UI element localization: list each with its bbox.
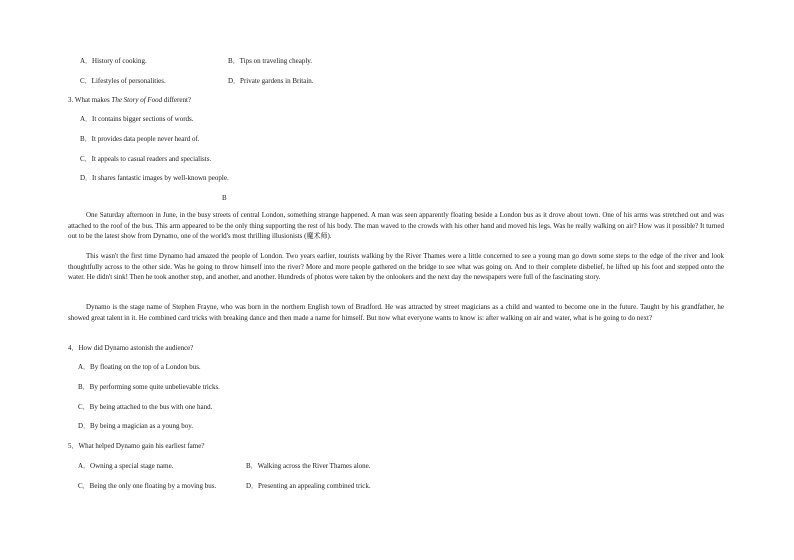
q3-option-b: B．It provides data people never heard of. bbox=[80, 135, 200, 143]
q3-option-c: C．It appeals to casual readers and specialists. bbox=[80, 155, 212, 163]
q2-option-d: D．Private gardens in Britain. bbox=[228, 77, 314, 85]
q5-option-c: C．Being the only one floating by a moving bus. bbox=[78, 482, 217, 490]
passage-paragraph-2: This wasn't the first time Dynamo had amazed the people of London. Two years earlier, tourists walking by the River Thames were a little concerned to see a young man go down some steps to the edge of the river and look thoughtfully across to the other side. Was he going to throw himself into the river? More and more people gathered on the bridge to see what was going on. And to their complete disbelief, he lifted up his foot and stepped onto the water. He didn't sink! Then he took another step, and another, and another. Hundreds of photos were taken by the onlookers and the next day the newspapers were full of the fascinating story. bbox=[68, 252, 724, 281]
passage-paragraph-1: One Saturday afternoon in June, in the busy streets of central London, something strange happened. A man was seen apparently floating beside a London bus as it drove about town. One of his arms was stretched out and was attached to the roof of the bus. This arm appeared to be the only thing supporting the rest of his body. The man waved to the crowds with his other hand and moved his legs. Was he really walking on air? How was it possible? It turned out to be the latest show from Dynamo, one of the world's most thrilling illusionists (魔术师). bbox=[68, 211, 724, 240]
q4-stem: 4．How did Dynamo astonish the audience? bbox=[68, 344, 194, 352]
q3-option-a: A．It contains bigger sections of words. bbox=[80, 115, 194, 123]
q3-stem-suffix: different? bbox=[162, 96, 191, 104]
q5-option-a: A．Owning a special stage name. bbox=[78, 462, 174, 470]
q2-option-a: A．History of cooking. bbox=[80, 57, 147, 65]
q4-option-a: A．By floating on the top of a London bus. bbox=[78, 363, 201, 371]
q4-option-d: D．By being a magician as a young boy. bbox=[78, 422, 194, 430]
q5-option-d: D．Presenting an appealing combined trick. bbox=[246, 482, 371, 490]
q5-option-b: B．Walking across the River Thames alone. bbox=[246, 462, 371, 470]
q2-option-b: B．Tips on traveling cheaply. bbox=[228, 57, 313, 65]
q4-option-c: C．By being attached to the bus with one hand. bbox=[78, 403, 213, 411]
q3-stem bbox=[68, 95, 191, 106]
q3-stem-title: The Story of Food bbox=[111, 96, 163, 104]
passage-paragraph-3: Dynamo is the stage name of Stephen Frayne, who was born in the northern English town of Bradford. He was attracted by street magicians as a child and wanted to become one in the future. Taught by his grandfather, he showed great talent in it. He combined card tricks with breaking dance and then made a name for himself. But now what everyone wants to know is: after walking on air and water, what is he going to do next? bbox=[68, 303, 724, 322]
q2-option-c: C．Lifestyles of personalities. bbox=[80, 77, 166, 85]
q3-stem-prefix: 3. What makes bbox=[68, 96, 112, 104]
q3-option-d: D．It shares fantastic images by well-known people. bbox=[80, 174, 229, 182]
section-label: B bbox=[222, 194, 227, 202]
q5-stem: 5．What helped Dynamo gain his earliest fame? bbox=[68, 442, 205, 450]
q4-option-b: B．By performing some quite unbelievable tricks. bbox=[78, 383, 220, 391]
